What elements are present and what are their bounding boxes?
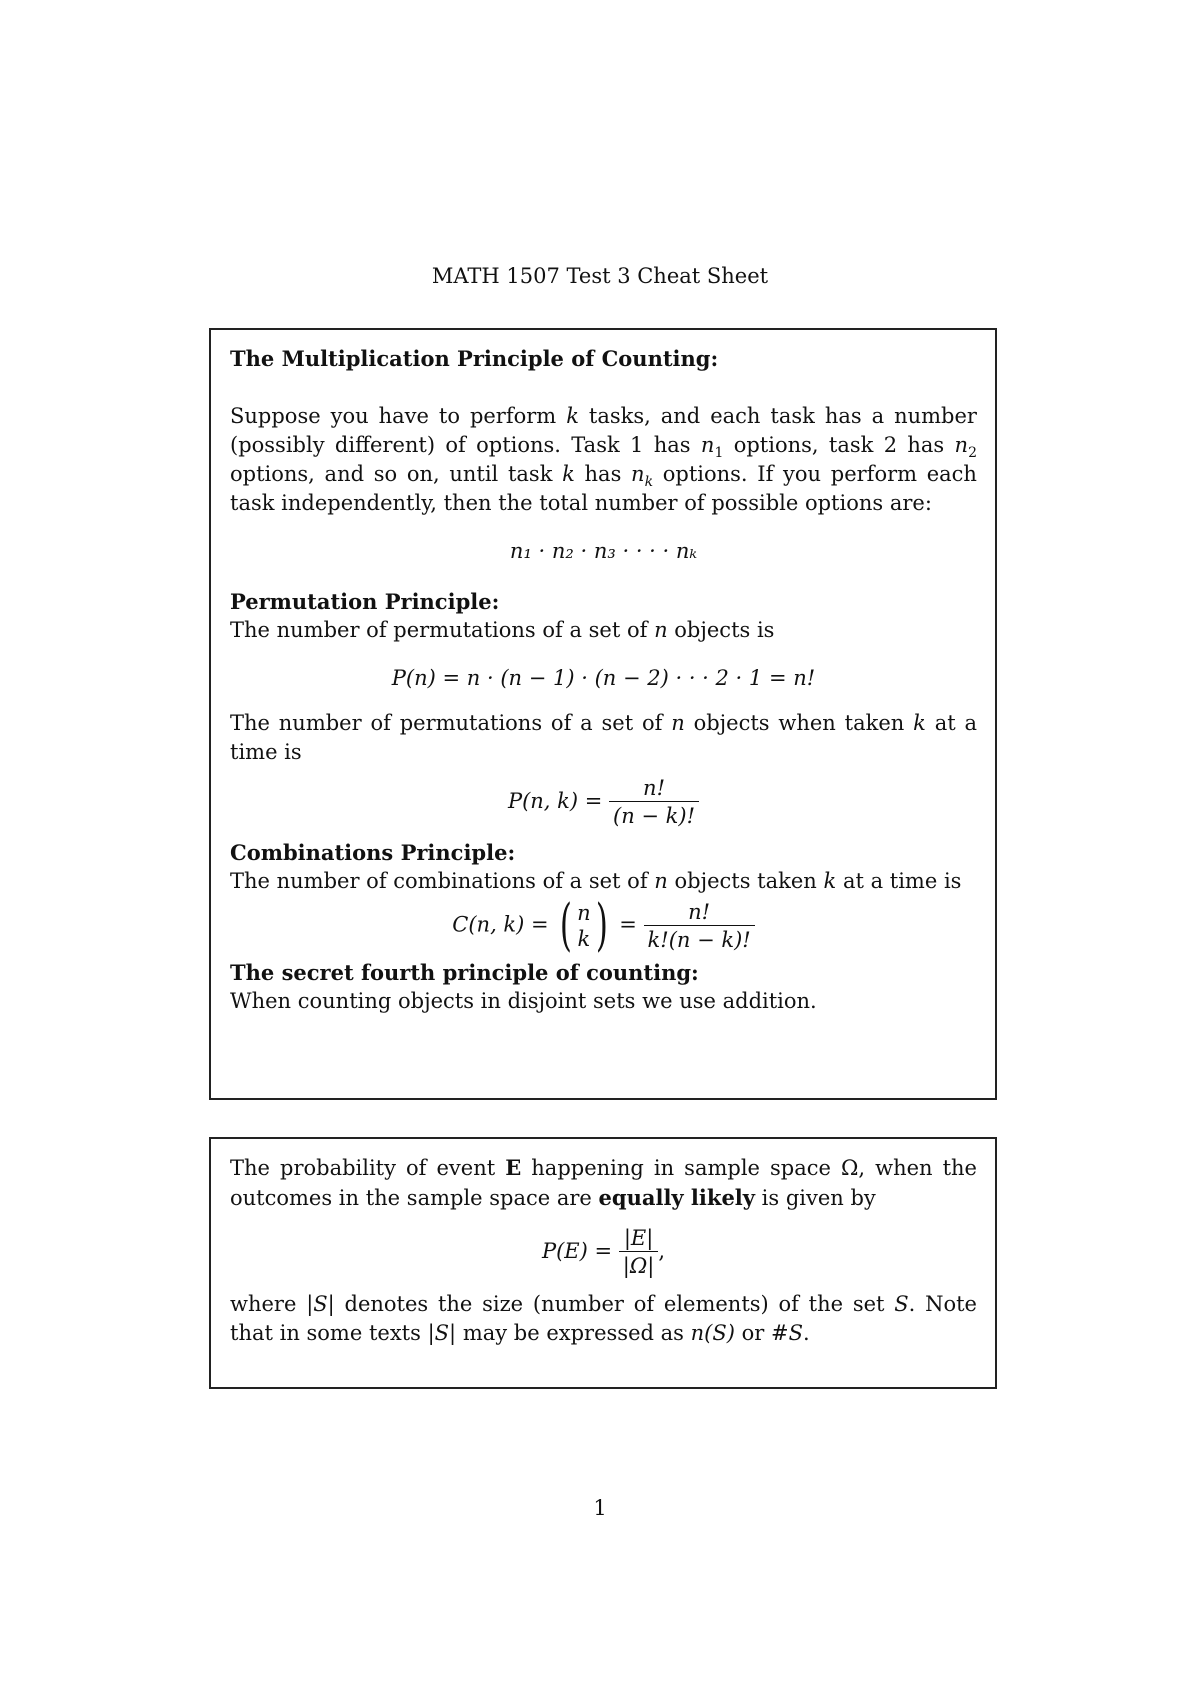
combination-text: The number of combinations of a set of n objects taken k at a time is xyxy=(230,869,962,893)
permutation-text-2: The number of permutations of a set of n objects when taken k at a time is xyxy=(230,711,977,764)
page-title: MATH 1507 Test 3 Cheat Sheet xyxy=(431,264,769,288)
binomial-coefficient: ( n k ) xyxy=(560,893,608,958)
permutation-k-formula: P(n, k) = $\frac{n!}{(n - k)!}$ xyxy=(230,775,977,830)
combination-formula: C(n, k) = ( n k ) = $\frac{n!}{k!(n - k)!}$ xyxy=(230,898,977,954)
combination-heading: Combinations Principle: xyxy=(230,840,516,865)
multiplication-formula: n₁ · n₂ · n₃ · · · · nₖ xyxy=(509,539,698,563)
probability-formula: P(E) = $\frac{|E|}{|\Omega|}$ , xyxy=(541,1226,666,1278)
multiplication-heading: The Multiplication Principle of Counting: xyxy=(230,346,719,371)
permutation-text-1: The number of permutations of a set of n objects is xyxy=(230,618,775,642)
probability-note: where |S| denotes the size (number of elements) of the set S. Note that in some texts |S| may be expressed as n(S) or #S. xyxy=(230,1292,977,1345)
probability-text: The probability of event E happening in sample space Ω, when the outcomes in the sample space are equally likely is given by xyxy=(230,1155,977,1210)
page-number: 1 xyxy=(593,1496,607,1520)
fourth-principle-text: When counting objects in disjoint sets we use addition. xyxy=(230,989,817,1013)
multiplication-text: Suppose you have to perform k tasks, and each task has a number (possibly different) of options. Task 1 has $n_1$ options, task 2 has $n_2$ options, and so on, until task k has $n_k$ options. If you perform each task independently, then the total number of possible options are: xyxy=(230,404,977,515)
permutation-formula: P(n) = n · (n − 1) · (n − 2) · · · 2 · 1 = n! xyxy=(391,666,816,690)
fourth-principle-heading: The secret fourth principle of counting: xyxy=(230,960,699,985)
permutation-heading: Permutation Principle: xyxy=(230,589,500,614)
counting-principles-box xyxy=(209,328,997,1100)
probability-box xyxy=(209,1137,997,1389)
